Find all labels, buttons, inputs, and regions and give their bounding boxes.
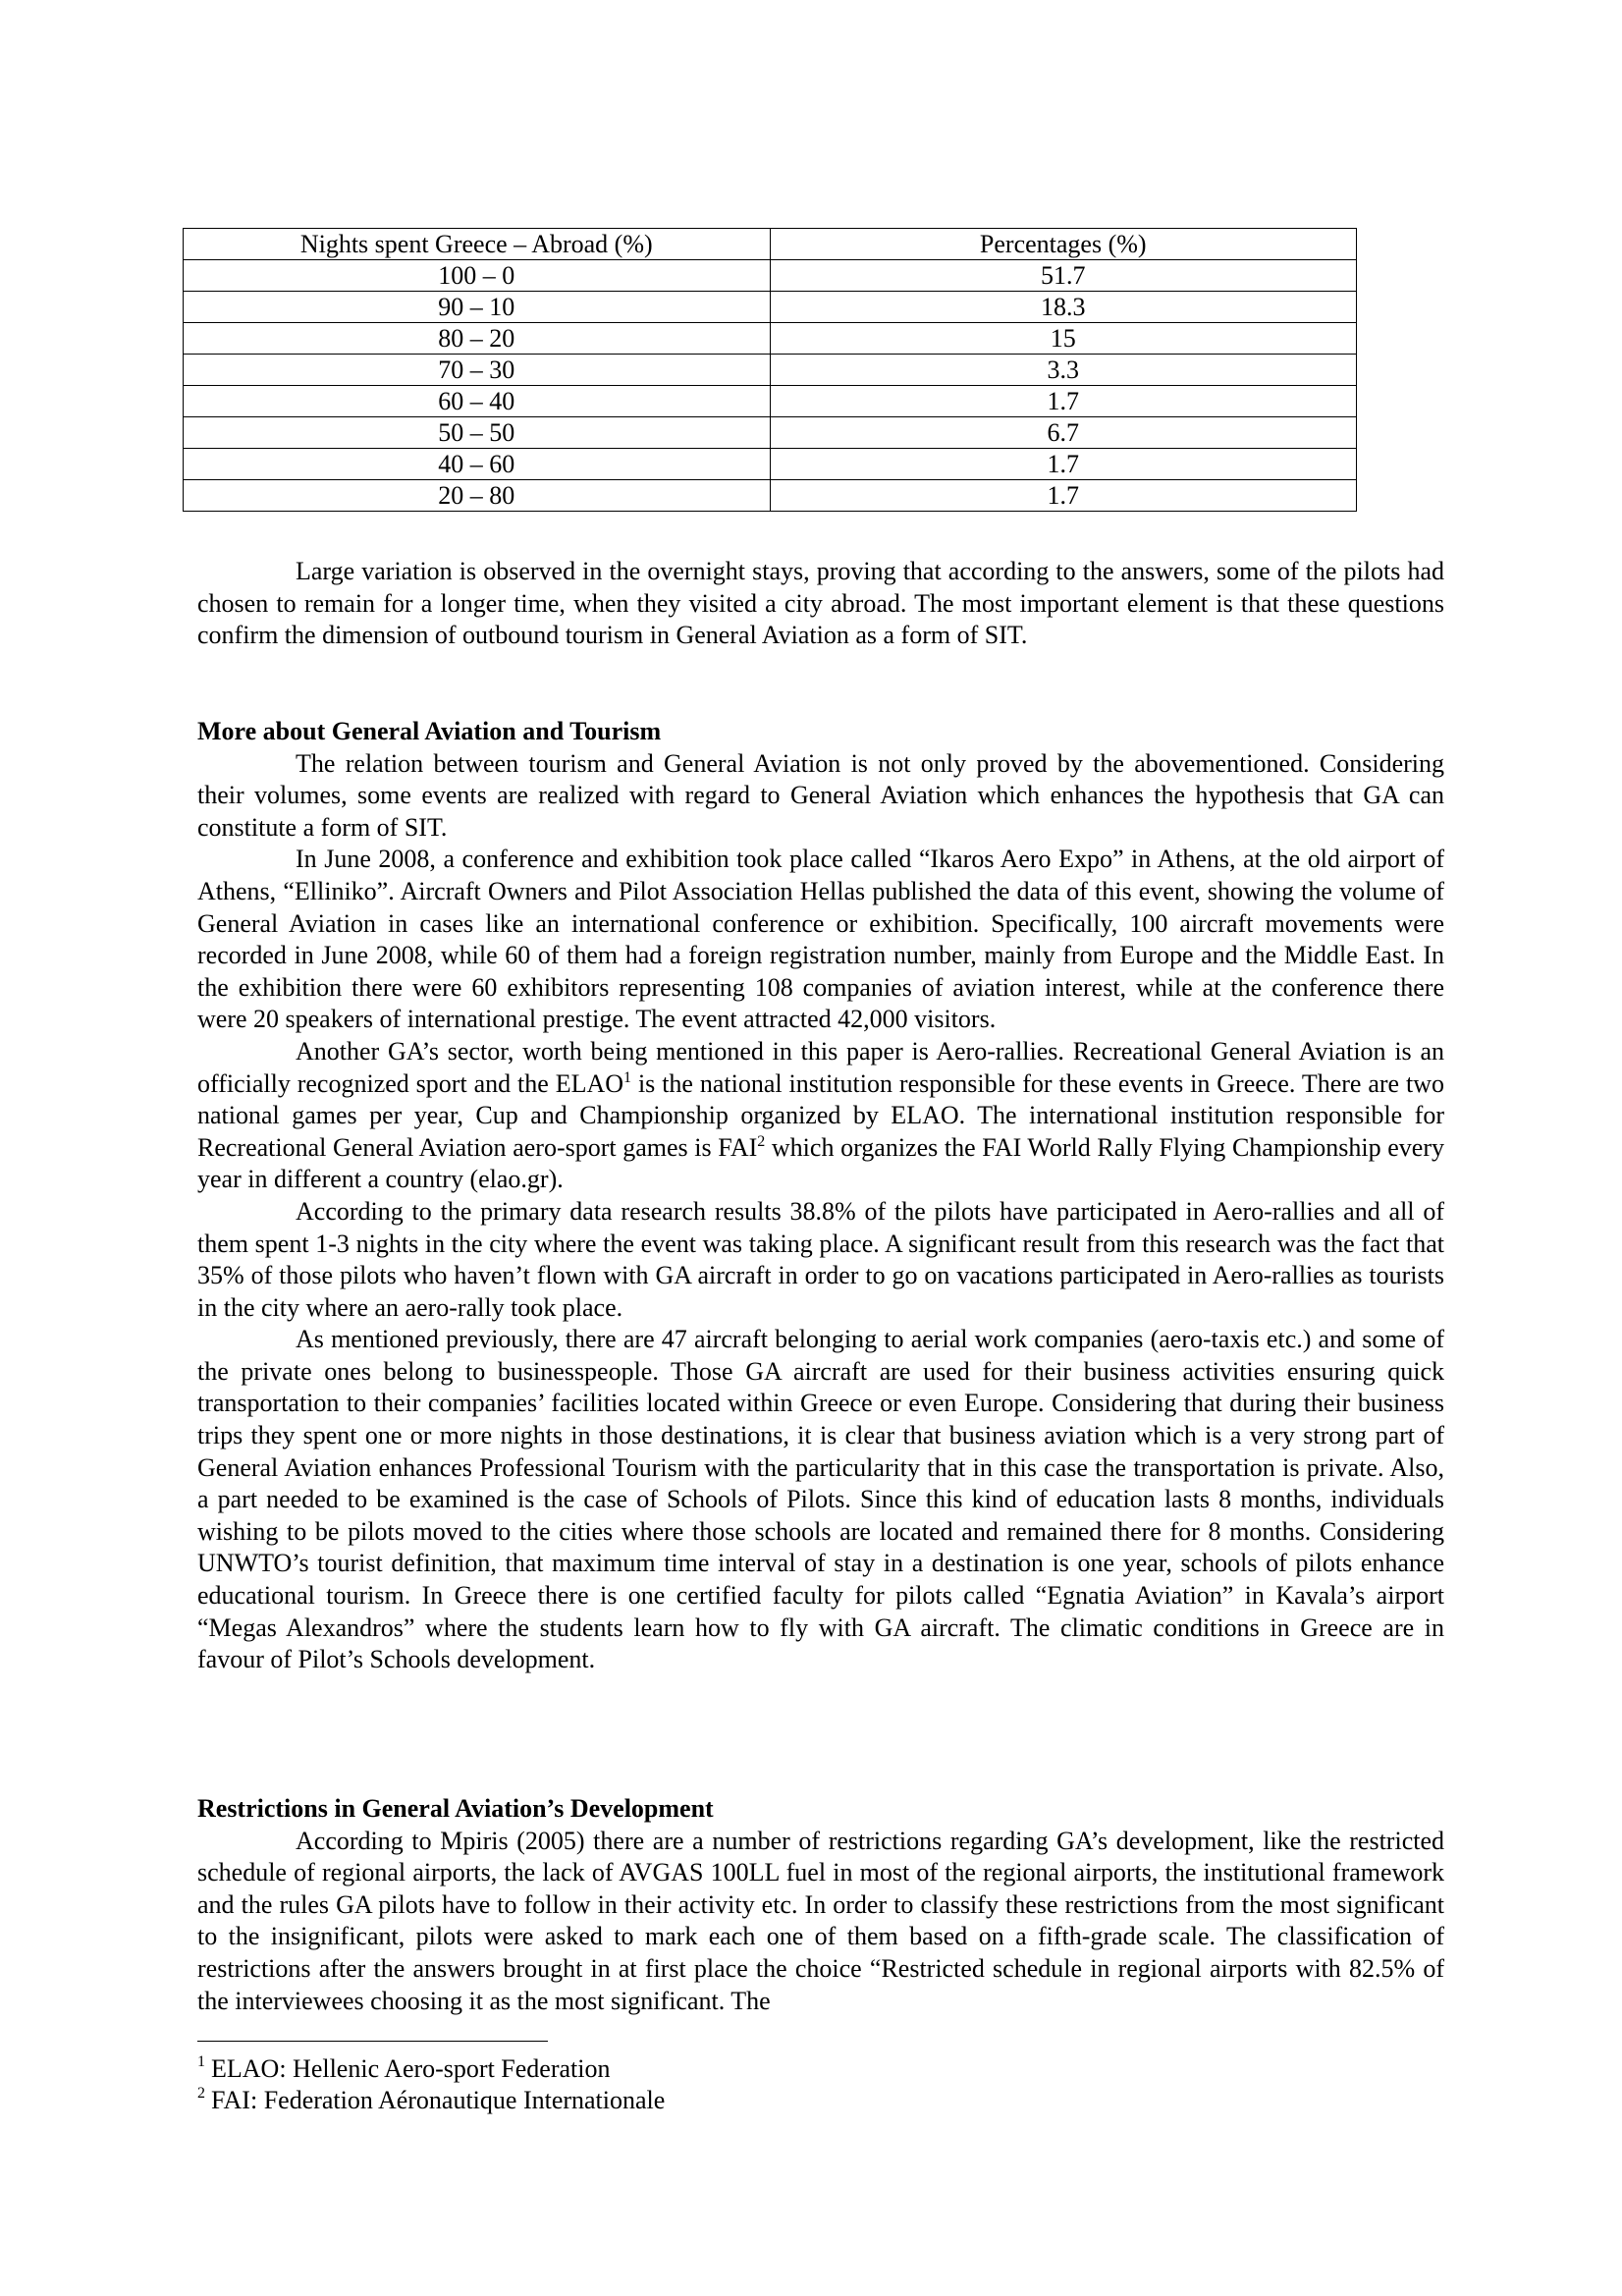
table-cell: 70 – 30 [184,355,771,386]
footnote-ref: 2 [757,1132,766,1150]
table-row [184,292,1357,323]
table-cell: 15 [770,323,1357,355]
section-heading: More about General Aviation and Tourism [197,717,662,745]
paragraph [197,1036,1444,1196]
table-cell: 1.7 [770,449,1357,480]
paragraph: As mentioned previously, there are 47 aircraft belonging to aerial work companies (aero-taxis etc.) and some of the private ones belong to businesspeople. Those GA aircraft are used for their business activities ensuring quick transportation to their companies’ facilities located within Greece or even Europe. Considering that during their business trips they spent one or more nights in those destinations, it is clear that business aviation which is a very strong part of General Aviation enhances Professional Tourism with the particularity that in this case the transportation is private. Also, a part needed to be examined is the case of Schools of Pilots. Since this kind of education lasts 8 months, individuals wishing to be pilots moved to the cities where those schools are located and remained there for 8 months. Considering UNWTO’s tourist definition, that maximum time interval of stay in a destination is one year, schools of pilots enhance educational tourism. In Greece there is one certified faculty for pilots called “Egnatia Aviation” in Kavala’s airport “Megas Alexandros” where the students learn how to fly with GA aircraft. The climatic conditions in Greece are in favour of Pilot’s Schools development. [197,1325,1444,1674]
table-cell: 100 – 0 [184,260,771,292]
section-restrictions [197,1793,1444,2017]
table-row [184,386,1357,417]
table-cell: 80 – 20 [184,323,771,355]
table-cell: 6.7 [770,417,1357,449]
footnotes [197,2053,665,2116]
table-cell: 1.7 [770,480,1357,512]
table-row [184,417,1357,449]
table-row [184,355,1357,386]
table-row [184,449,1357,480]
paragraph-text: Another GA’s sector, worth being mentioned in this paper is Aero-rallies. Recreational General Aviation is an officially recognized sport and the ELAO [197,1036,1444,1098]
table-header-row [184,229,1357,260]
footnote-divider [197,2041,548,2042]
table-cell: 18.3 [770,292,1357,323]
table-cell: 60 – 40 [184,386,771,417]
table-cell: 1.7 [770,386,1357,417]
footnote-text: FAI: Federation Aéronautique Internationale [211,2086,666,2114]
table-cell: 51.7 [770,260,1357,292]
intro-paragraph: Large variation is observed in the overnight stays, proving that according to the answers, some of the pilots had chosen to remain for a longer time, when they visited a city abroad. The most important element is that these questions confirm the dimension of outbound tourism in General Aviation as a form of SIT. [197,557,1444,650]
table-cell: 90 – 10 [184,292,771,323]
footnote-text: ELAO: Hellenic Aero-sport Federation [211,2054,611,2083]
footnote [197,2085,665,2116]
table-header-percentages: Percentages (%) [770,229,1357,260]
paragraph: According to Mpiris (2005) there are a number of restrictions regarding GA’s development, like the restricted schedule of regional airports, the lack of AVGAS 100LL fuel in most of the regional airports, the institutional framework and the rules GA pilots have to follow in their activity etc. In order to classify these restrictions from the most significant to the insignificant, pilots were asked to mark each one of them based on a fifth-grade scale. The classification of restrictions after the answers brought in at first place the choice “Restricted schedule in regional airports with 82.5% of the interviewees choosing it as the most significant. The [197,1826,1444,2015]
intro-block [197,556,1444,652]
table-cell: 20 – 80 [184,480,771,512]
table-row [184,260,1357,292]
footnote-number: 1 [197,2053,205,2070]
paragraph-text: which organizes the FAI World Rally Flying Championship every year in different a country (elao.gr). [197,1132,1444,1194]
footnote-number: 2 [197,2085,205,2102]
table-row [184,480,1357,512]
footnote [197,2053,665,2085]
section-general-aviation-tourism [197,716,1444,1676]
nights-spent-table [183,228,1357,512]
paragraph: The relation between tourism and General Aviation is not only proved by the abovementioned. Considering their volumes, some events are realized with regard to General Aviation which enhances the hypothesis that GA can constitute a form of SIT. [197,748,1444,842]
paragraph: In June 2008, a conference and exhibition took place called “Ikaros Aero Expo” in Athens, at the old airport of Athens, “Elliniko”. Aircraft Owners and Pilot Association Hellas published the data of this event, showing the volume of General Aviation in cases like an international conference or exhibition. Specifically, 100 aircraft movements were recorded in June 2008, while 60 of them had a foreign registration number, mainly from Europe and the Middle East. In the exhibition there were 60 exhibitors representing 108 companies of aviation interest, while at the conference there were 20 speakers of international prestige. The event attracted 42,000 visitors. [197,845,1444,1034]
table-cell: 40 – 60 [184,449,771,480]
table-cell: 3.3 [770,355,1357,386]
footnote-ref: 1 [623,1068,632,1086]
paragraph-text: is the national institution responsible for these events in Greece. There are two national games per year, Cup and Championship organized by ELAO. The international institution responsible for Recreational General Aviation aero-sport games is FAI [197,1068,1445,1162]
section-heading: Restrictions in General Aviation’s Development [197,1794,714,1823]
table-header-nights: Nights spent Greece – Abroad (%) [184,229,771,260]
table-row [184,323,1357,355]
table-cell: 50 – 50 [184,417,771,449]
paragraph: According to the primary data research results 38.8% of the pilots have participated in Aero-rallies and all of them spent 1-3 nights in the city where the event was taking place. A significant result from this research was the fact that 35% of those pilots who haven’t flown with GA aircraft in order to go on vacations participated in Aero-rallies as tourists in the city where an aero-rally took place. [197,1196,1444,1322]
